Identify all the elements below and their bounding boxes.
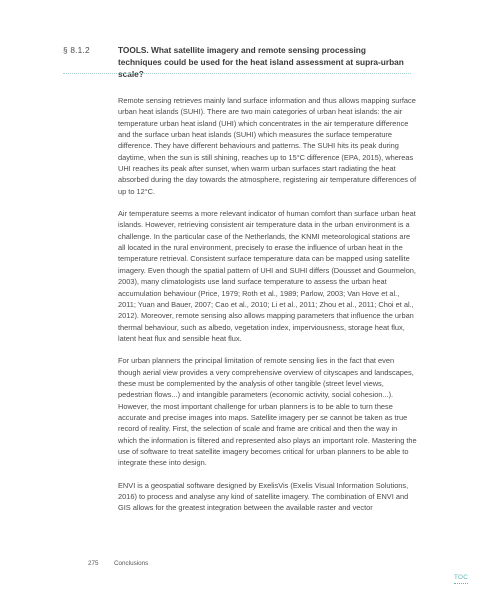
toc-link[interactable]: TOC <box>454 574 468 584</box>
footer-section-label: Conclusions <box>114 560 149 567</box>
page-number: 275 <box>88 560 99 567</box>
section-heading <box>63 44 411 80</box>
heading-divider <box>63 73 411 74</box>
paragraph-remote-sensing: Remote sensing retrieves mainly land surface information and thus allows mapping surface urban heat islands (SUHI). There are two main categories of urban heat islands: the air temperature urban heat island (UHI) which concentrates in the air temperature difference and the surface urban heat islands (SUHI) which measures the surface temperature difference. They have different behaviours and patterns. The SUHI hits its peak during daytime, when the sun is still shining, reaches up to 15°C difference (EPA, 2015), whereas UHI reaches its peak after sunset, when warm urban surfaces start radiating the heat absorbed during the day towards the atmosphere, registering air temperature differences of up to 12°C. <box>118 96 417 196</box>
section-title: TOOLS. What satellite imagery and remote sensing processing techniques could be used for the heat island assessment at supra-urban scale? <box>118 45 404 79</box>
section-number: § 8.1.2 <box>63 45 90 55</box>
page-footer <box>88 560 148 568</box>
paragraph-urban-planners: For urban planners the principal limitation of remote sensing lies in the fact that even though aerial view provides a very comprehensive overview of cityscapes and landscapes, these must be complemented by the analysis of other tangible (street level views, pedestrian flows...) and intangible parameters (economic activity, social cohesion...). However, the most important challenge for urban planners is to be able to turn these accurate and precise images into maps. Satellite imagery per se cannot be taken as true record of reality. First, the selection of scale and frame are critical and then the way in which the information is filtered and represented also plays an important role. Mastering the use of software to treat satellite imagery becomes critical for urban planners to be able to integrate these into design. <box>118 356 417 468</box>
body-text <box>118 95 418 525</box>
paragraph-air-temperature: Air temperature seems a more relevant indicator of human comfort than surface urban heat islands. However, retrieving consistent air temperature data in the urban environment is a challenge. In the particular case of the Netherlands, the KNMI meteorological stations are all located in the rural environment, precisely to erase the influence of urban heat in the temperature retrieval. Consistent surface temperature data can be mapped using satellite imagery. Even though the spatial pattern of UHI and SUHI differs (Dousset and Gourmelon, 2003), many climatologists use land surface temperature to assess the urban heat accumulation behaviour (Price, 1979; Roth et al., 1989; Parlow, 2003; Van Hove et al., 2011; Yuan and Bauer, 2007; Cao et al., 2010; Li et al., 2011; Zhou et al., 2011; Choi et al., 2012). Moreover, remote sensing also allows mapping parameters that influence the urban thermal behaviour, such as albedo, vegetation index, imperviousness, storage heat flux, latent heat flux and sensible heat flux. <box>118 209 416 343</box>
paragraph-envi: ENVI is a geospatial software designed by ExelisVis (Exelis Visual Information Solutions, 2016) to process and analyse any kind of satellite imagery. The combination of ENVI and GIS allows for the greatest integration between the available raster and vector <box>118 480 409 513</box>
